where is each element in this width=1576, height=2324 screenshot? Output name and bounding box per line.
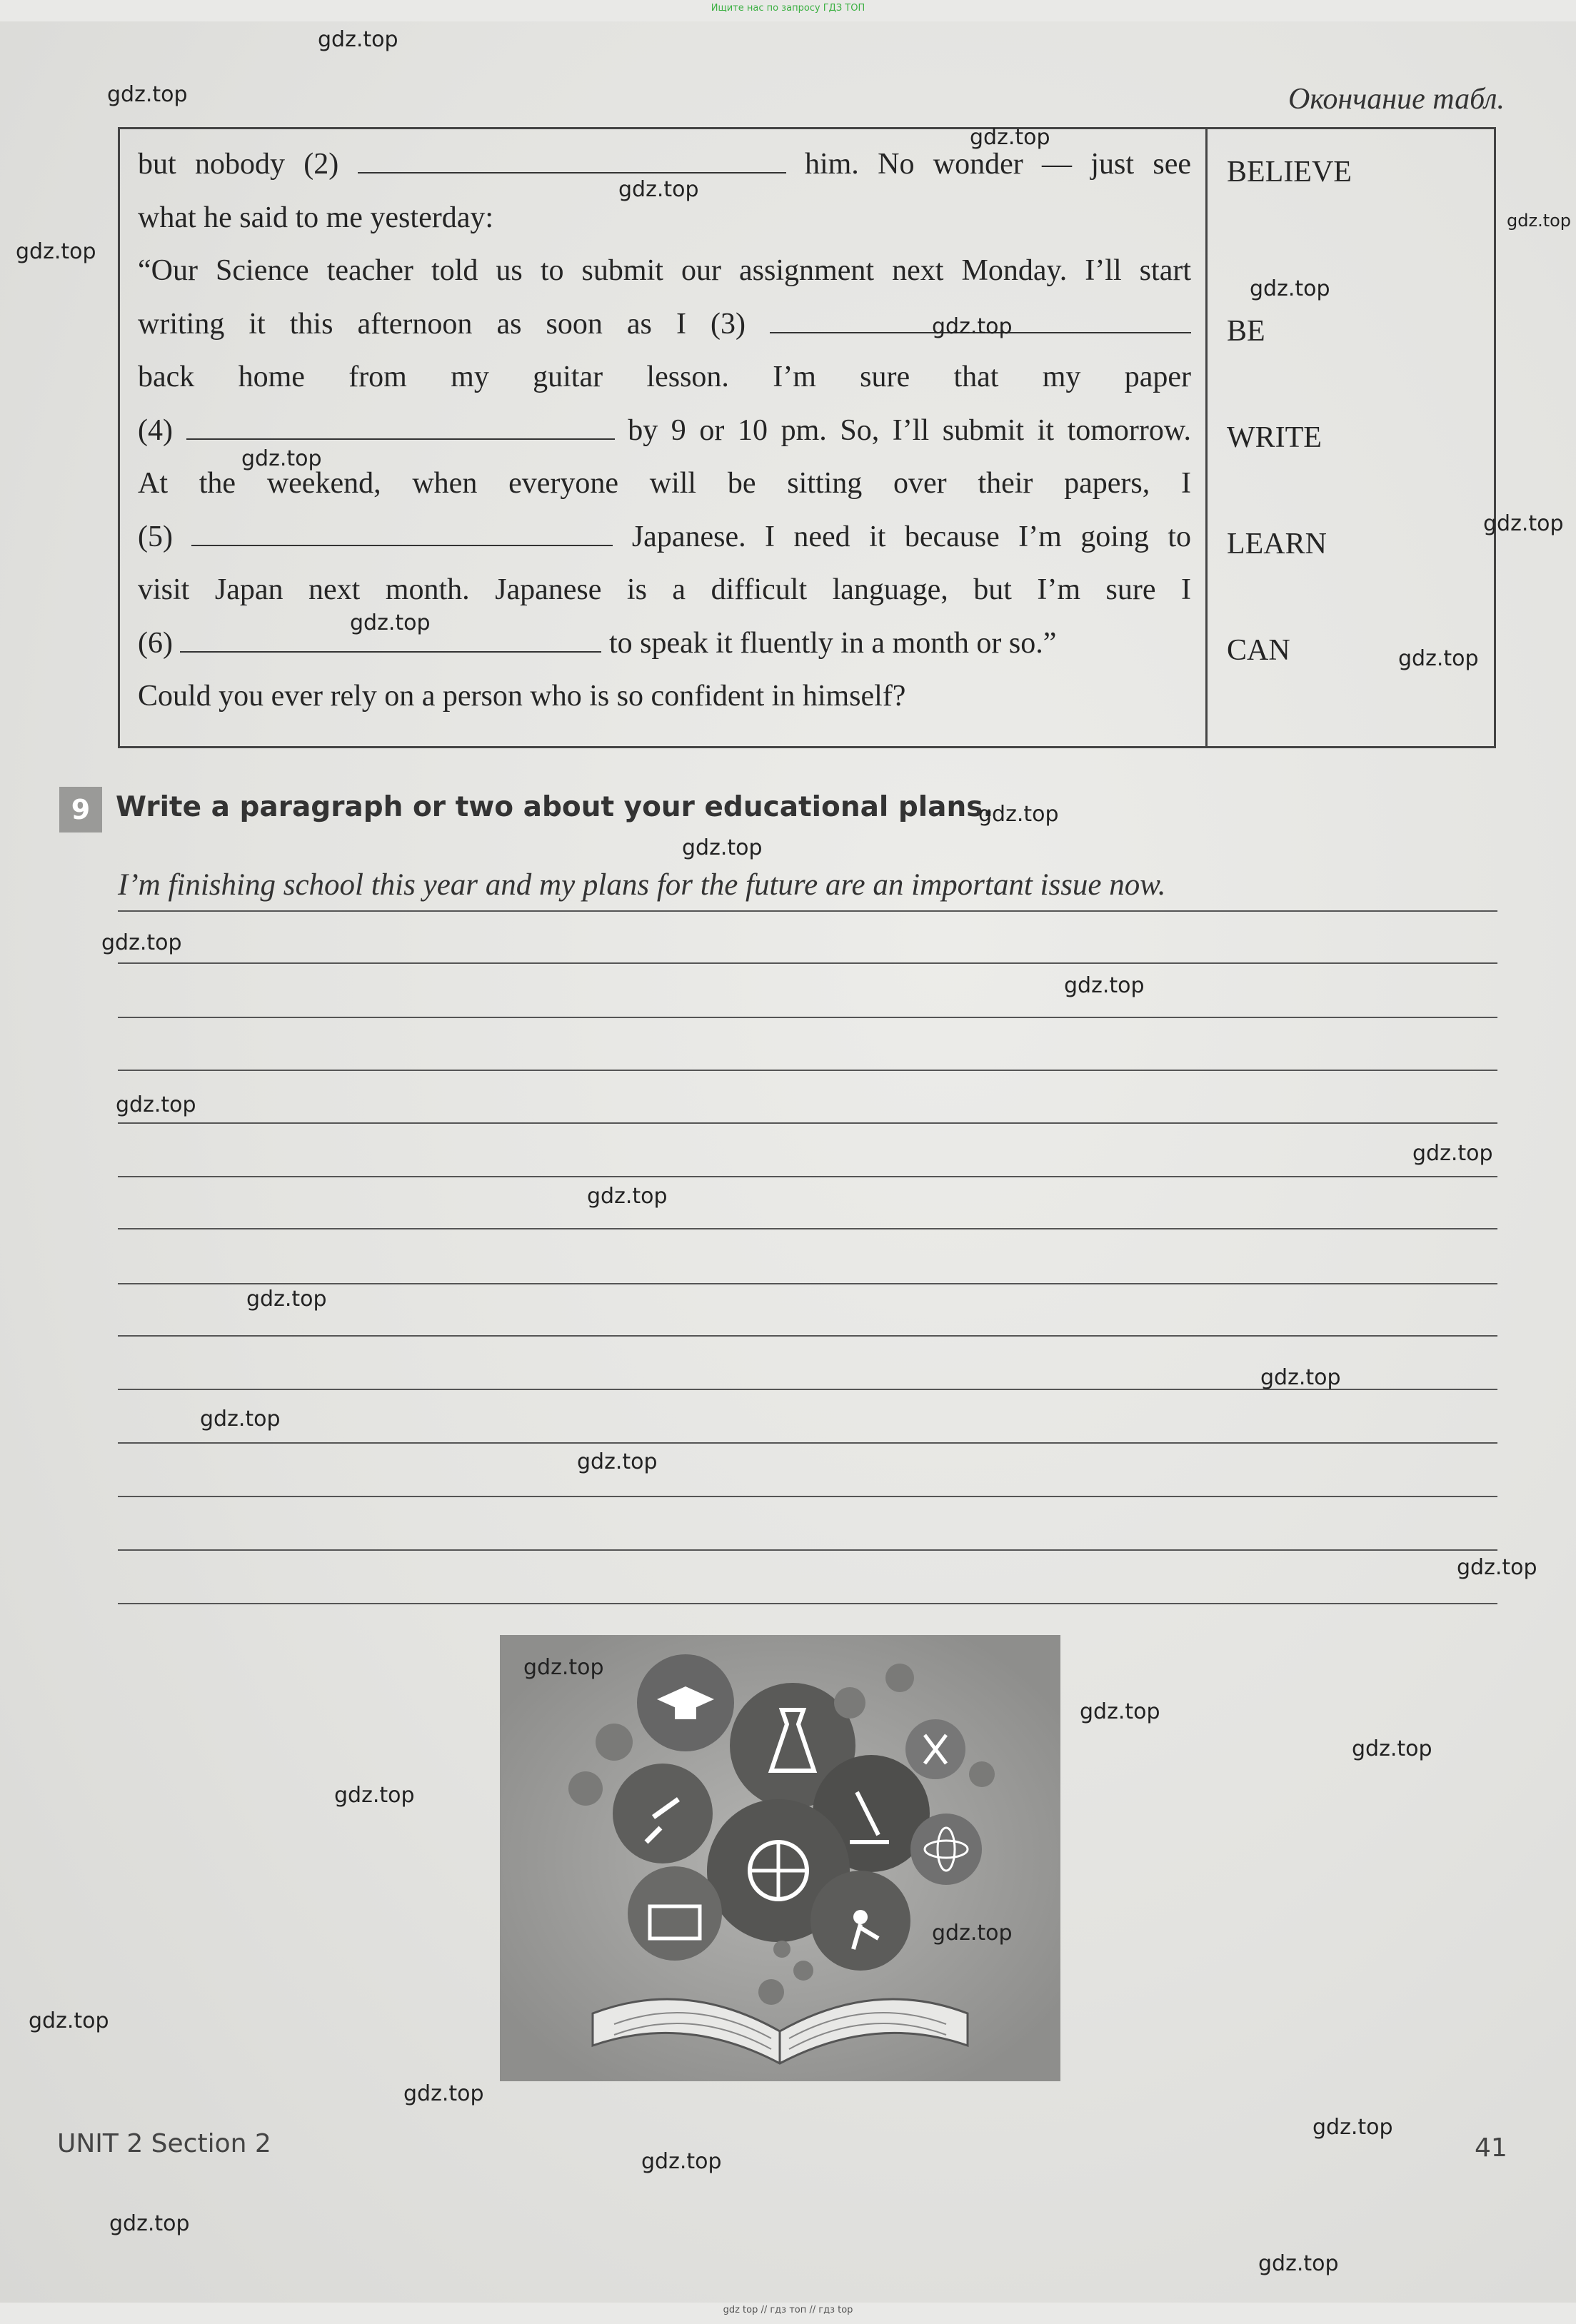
text-line: what he said to me yesterday: (138, 201, 494, 234)
text-line: but nobody (2) him. No wonder — just see (138, 148, 1191, 181)
footer-unit-section: UNIT 2 Section 2 (57, 2129, 271, 2158)
bleed-through (71, 93, 81, 126)
watermark: gdz.top (350, 610, 431, 635)
top-banner[interactable]: Ищите нас по запросу ГДЗ ТОП (711, 3, 865, 14)
writing-line[interactable] (118, 910, 1497, 912)
word-bank-write: WRITE (1227, 421, 1322, 454)
watermark: gdz.top (16, 239, 96, 264)
answer-blank-2[interactable] (358, 148, 786, 173)
watermark: gdz.top (577, 1449, 658, 1474)
watermark: gdz.top (29, 2008, 109, 2033)
page-number: 41 (1475, 2133, 1507, 2163)
watermark: gdz.top (116, 1092, 196, 1117)
writing-line[interactable] (118, 1122, 1497, 1124)
watermark: gdz.top (403, 2081, 484, 2106)
watermark: gdz.top (200, 1407, 281, 1432)
word-bank-be: BE (1227, 315, 1265, 348)
bottom-banner[interactable]: gdz top // гдз топ // гдз top (723, 2305, 853, 2315)
writing-line[interactable] (118, 1442, 1497, 1444)
watermark: gdz.top (1398, 646, 1479, 671)
watermark: gdz.top (587, 1184, 668, 1209)
watermark: gdz.top (1258, 2251, 1339, 2276)
writing-line[interactable] (118, 1017, 1497, 1018)
watermark: gdz.top (932, 314, 1013, 339)
watermark: gdz.top (1250, 276, 1330, 301)
writing-line[interactable] (118, 1283, 1497, 1284)
watermark: gdz.top (978, 802, 1059, 827)
watermark: gdz.top (1457, 1555, 1537, 1580)
education-illustration (500, 1635, 1060, 2081)
book-icons-graphic (500, 1635, 1060, 2081)
text-line: Could you ever rely on a person who is so confident in himself? (138, 680, 906, 713)
watermark: gdz.top (107, 82, 188, 107)
exercise-title: Write a paragraph or two about your educational plans. (116, 791, 994, 823)
text-line: back home from my guitar lesson. I’m sure that my paper (138, 361, 1191, 393)
watermark: gdz.top (970, 125, 1050, 150)
table-divider (1205, 129, 1208, 746)
writing-line[interactable] (118, 1176, 1497, 1177)
writing-line[interactable] (118, 1496, 1497, 1497)
watermark: gdz.top (932, 1921, 1013, 1946)
text-line: At the weekend, when everyone will be sitting over their papers, I (138, 467, 1191, 500)
answer-blank-4[interactable] (186, 414, 615, 440)
table-text (138, 138, 1191, 723)
writing-line[interactable] (118, 1603, 1497, 1604)
watermark: gdz.top (241, 446, 322, 471)
word-bank-can: CAN (1227, 634, 1290, 667)
text-line: (6) to speak it fluently in a month or so.” (138, 626, 1057, 660)
text-line: visit Japan next month. Japanese is a difficult language, but I’m sure I (138, 573, 1191, 606)
watermark: gdz.top (109, 2211, 190, 2236)
writing-line[interactable] (118, 962, 1497, 964)
watermark: gdz.top (1507, 211, 1572, 231)
watermark: gdz.top (1352, 1736, 1432, 1761)
exercise-number: 9 (59, 787, 102, 832)
word-bank-believe: BELIEVE (1227, 156, 1352, 188)
answer-blank-5[interactable] (191, 520, 613, 546)
watermark: gdz.top (641, 2149, 722, 2174)
watermark: gdz.top (1080, 1699, 1160, 1724)
table-caption: Окончание табл. (1288, 83, 1505, 116)
text-line: “Our Science teacher told us to submit our assignment next Monday. I’ll start (138, 254, 1191, 287)
watermark: gdz.top (1412, 1141, 1493, 1166)
watermark: gdz.top (618, 177, 699, 202)
watermark: gdz.top (523, 1655, 604, 1680)
watermark: gdz.top (1313, 2115, 1393, 2140)
writing-line[interactable] (118, 1070, 1497, 1071)
watermark: gdz.top (318, 27, 398, 52)
watermark: gdz.top (334, 1783, 415, 1808)
watermark: gdz.top (1483, 511, 1564, 536)
writing-line[interactable] (118, 1335, 1497, 1337)
exercise-table (118, 127, 1496, 748)
text-line: (5) Japanese. I need it because I’m going to (138, 520, 1191, 553)
writing-line[interactable] (118, 1228, 1497, 1229)
writing-line[interactable] (118, 1549, 1497, 1551)
exercise-example: I’m finishing school this year and my plans for the future are an important issue now. (118, 868, 1166, 902)
text-line: writing it this afternoon as soon as I (3) (138, 298, 1191, 351)
watermark: gdz.top (1064, 973, 1145, 998)
watermark: gdz.top (682, 835, 763, 860)
watermark: gdz.top (1260, 1365, 1341, 1390)
watermark: gdz.top (101, 930, 182, 955)
watermark: gdz.top (246, 1287, 327, 1312)
text-line: (4) by 9 or 10 pm. So, I’ll submit it tomorrow. (138, 413, 1192, 447)
word-bank-learn: LEARN (1227, 528, 1327, 560)
